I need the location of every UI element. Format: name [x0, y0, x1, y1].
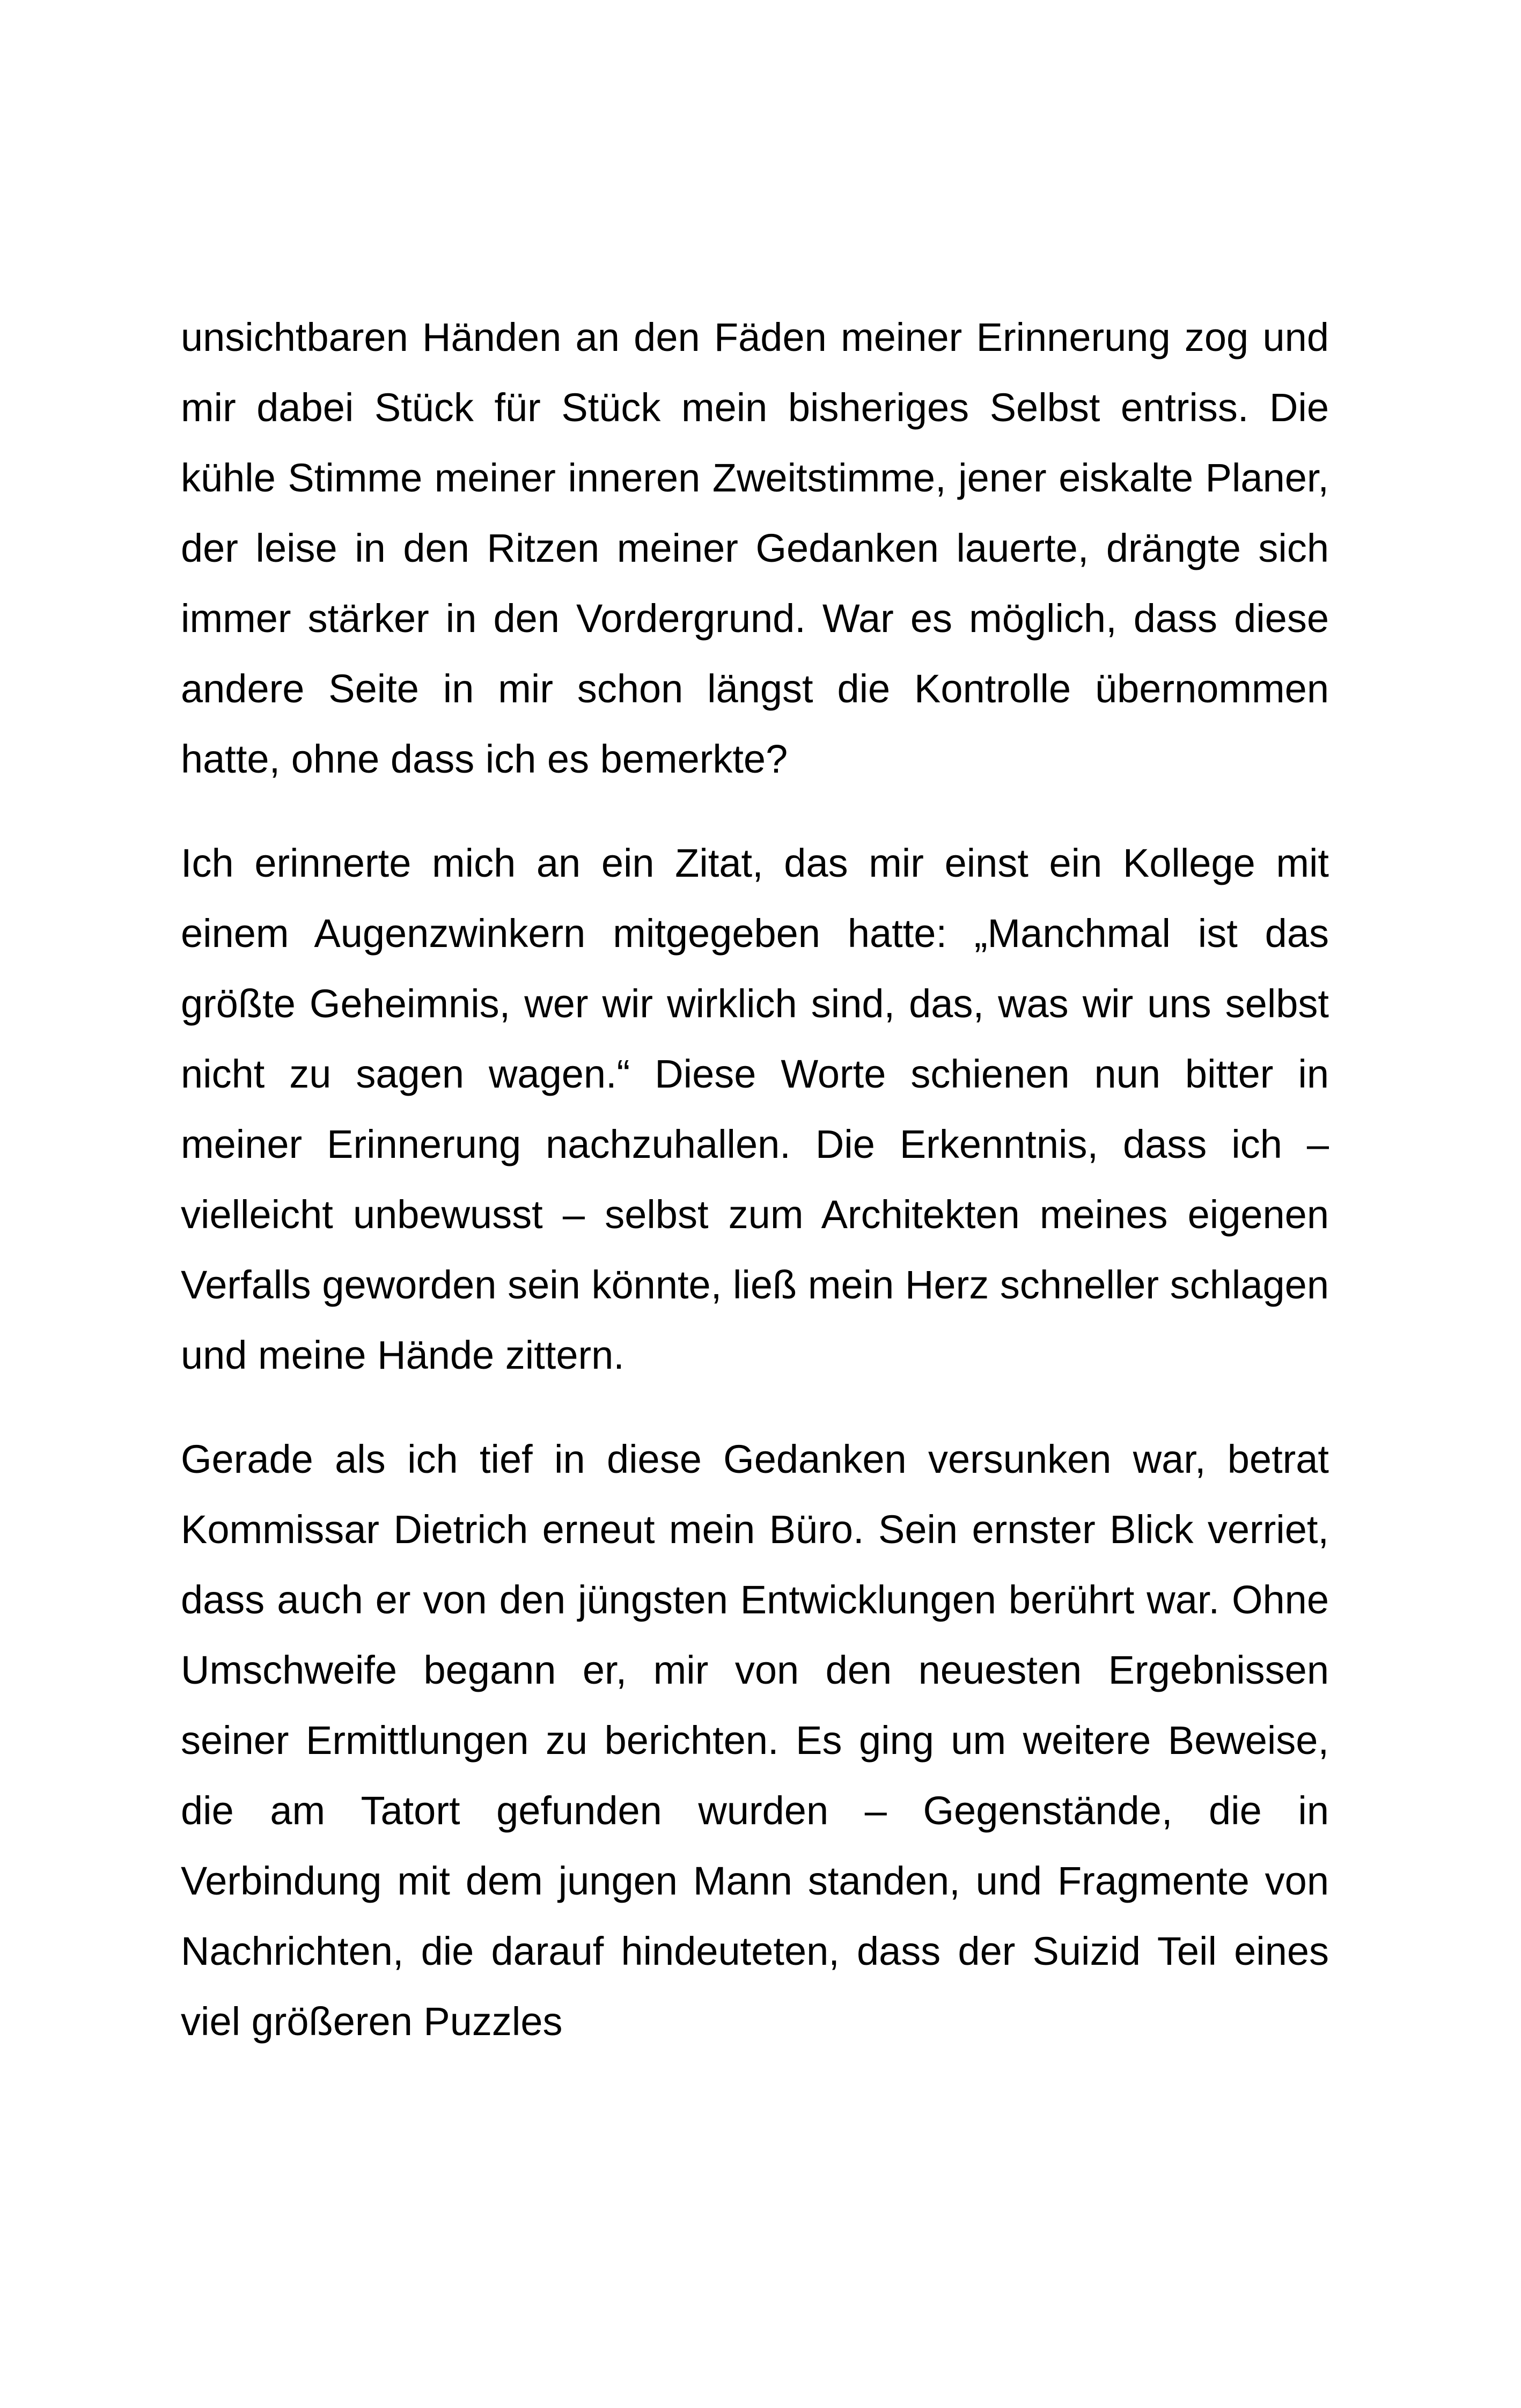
paragraph-1: unsichtbaren Händen an den Fäden meiner Erinnerung zog und mir dabei Stück für Stück mein bisheriges Selbst entriss. Die kühle Stimme meiner inneren Zweitstimme, jener eiskalte Planer, der leise in den Ritzen meiner Gedanken lauerte, drängte sich immer stärker in den Vordergrund. War es möglich, dass diese andere Seite in mir schon längst die Kontrolle übernommen hatte, ohne dass ich es bemerkte?: [181, 315, 1329, 781]
paragraph-2: Ich erinnerte mich an ein Zitat, das mir einst ein Kollege mit einem Augenzwinkern mitgegeben hatte: „Manchmal ist das größte Geheimnis, wer wir wirklich sind, das, was wir uns selbst nicht zu sagen wagen.“ Diese Worte schienen nun bitter in meiner Erinnerung nachzuhallen. Die Erkenntnis, dass ich – vielleicht unbewusst – selbst zum Architekten meines eigenen Verfalls geworden sein könnte, ließ mein Herz schneller schlagen und meine Hände zittern.: [181, 841, 1329, 1377]
body-text: [181, 302, 1329, 2057]
paragraph-3: Gerade als ich tief in diese Gedanken versunken war, betrat Kommissar Dietrich erneut mein Büro. Sein ernster Blick verriet, dass auch er von den jüngsten Entwicklungen berührt war. Ohne Umschweife begann er, mir von den neuesten Ergebnissen seiner Ermittlungen zu berichten. Es ging um weitere Beweise, die am Tatort gefunden wurden – Gegenstände, die in Verbindung mit dem jungen Mann standen, und Fragmente von Nachrichten, die darauf hindeuteten, dass der Suizid Teil eines viel größeren Puzzles: [181, 1437, 1329, 2044]
